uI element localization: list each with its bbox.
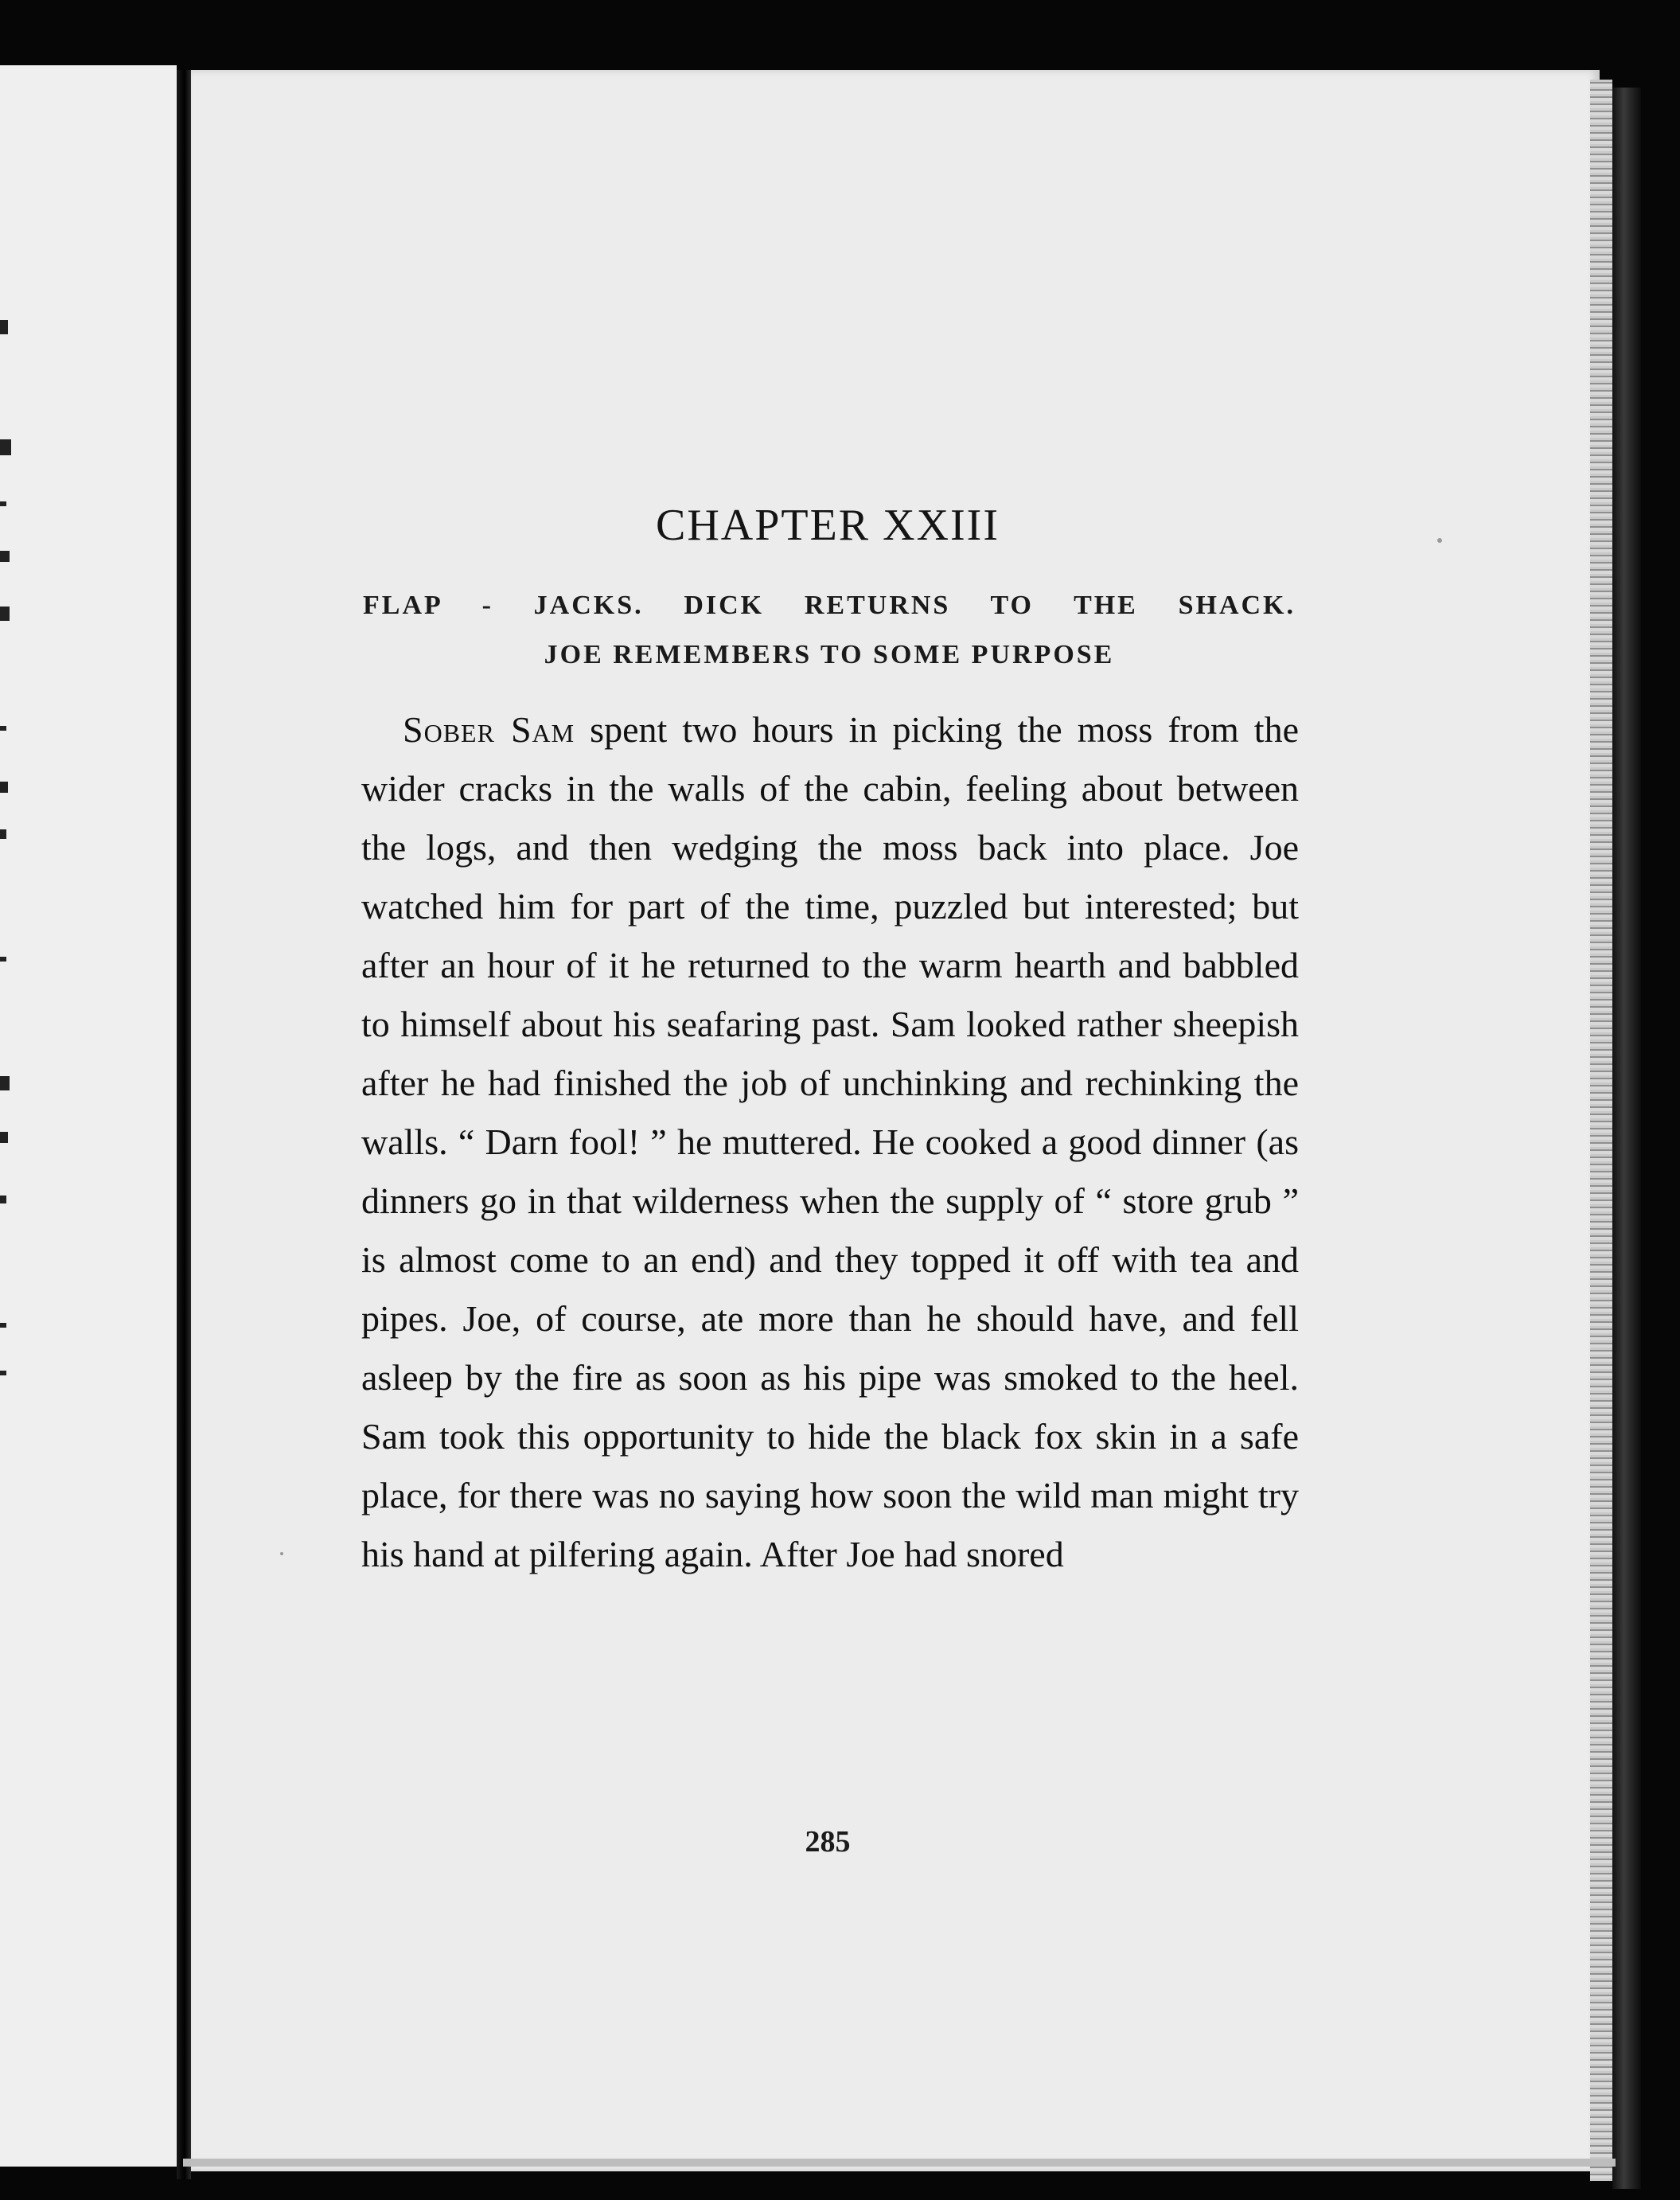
paper-speck <box>280 1552 283 1555</box>
facing-page-edge <box>0 65 177 2167</box>
book-gutter <box>177 70 191 2179</box>
book-cover-edge <box>1612 88 1641 2189</box>
lead-small-caps: Sober Sam <box>403 709 575 750</box>
page-block-edge <box>1590 80 1612 2181</box>
facing-page-text-fragments <box>0 65 24 2167</box>
page-number: 285 <box>805 1825 851 1859</box>
body-paragraph <box>361 700 1299 1584</box>
paper-speck <box>1437 538 1442 543</box>
chapter-heading: CHAPTER XXIII <box>656 501 1000 550</box>
body-text: spent two hours in picking the moss from the wider cracks in the walls of the cabin, feeling about between the logs, and then wedging the moss back into place. Joe watched him for part of the time, puzzled but interested; but after an hour of it he returned to the warm hearth and babbled to himself about his seafaring past. Sam looked rather sheepish after he had finished the job of unchinking and rechinking the walls. “ Darn fool! ” he muttered. He cooked a good dinner (as dinners go in that wilderness when the supply of “ store grub ” is almost come to an end) and they topped it off with tea and pipes. Joe, of course, ate more than he should have, and fell asleep by the fire as soon as his pipe was smoked to the heel. Sam took this opportunity to hide the black fox skin in a safe place, for there was no saying how soon the wild man might try his hand at pilfering again. After Joe had snored <box>361 709 1299 1574</box>
chapter-subtitle-line-1: FLAP - JACKS. DICK RETURNS TO THE SHACK. <box>363 591 1296 620</box>
chapter-subtitle-line-2: JOE REMEMBERS TO SOME PURPOSE <box>544 640 1115 669</box>
page-bottom-edge <box>183 2159 1616 2167</box>
